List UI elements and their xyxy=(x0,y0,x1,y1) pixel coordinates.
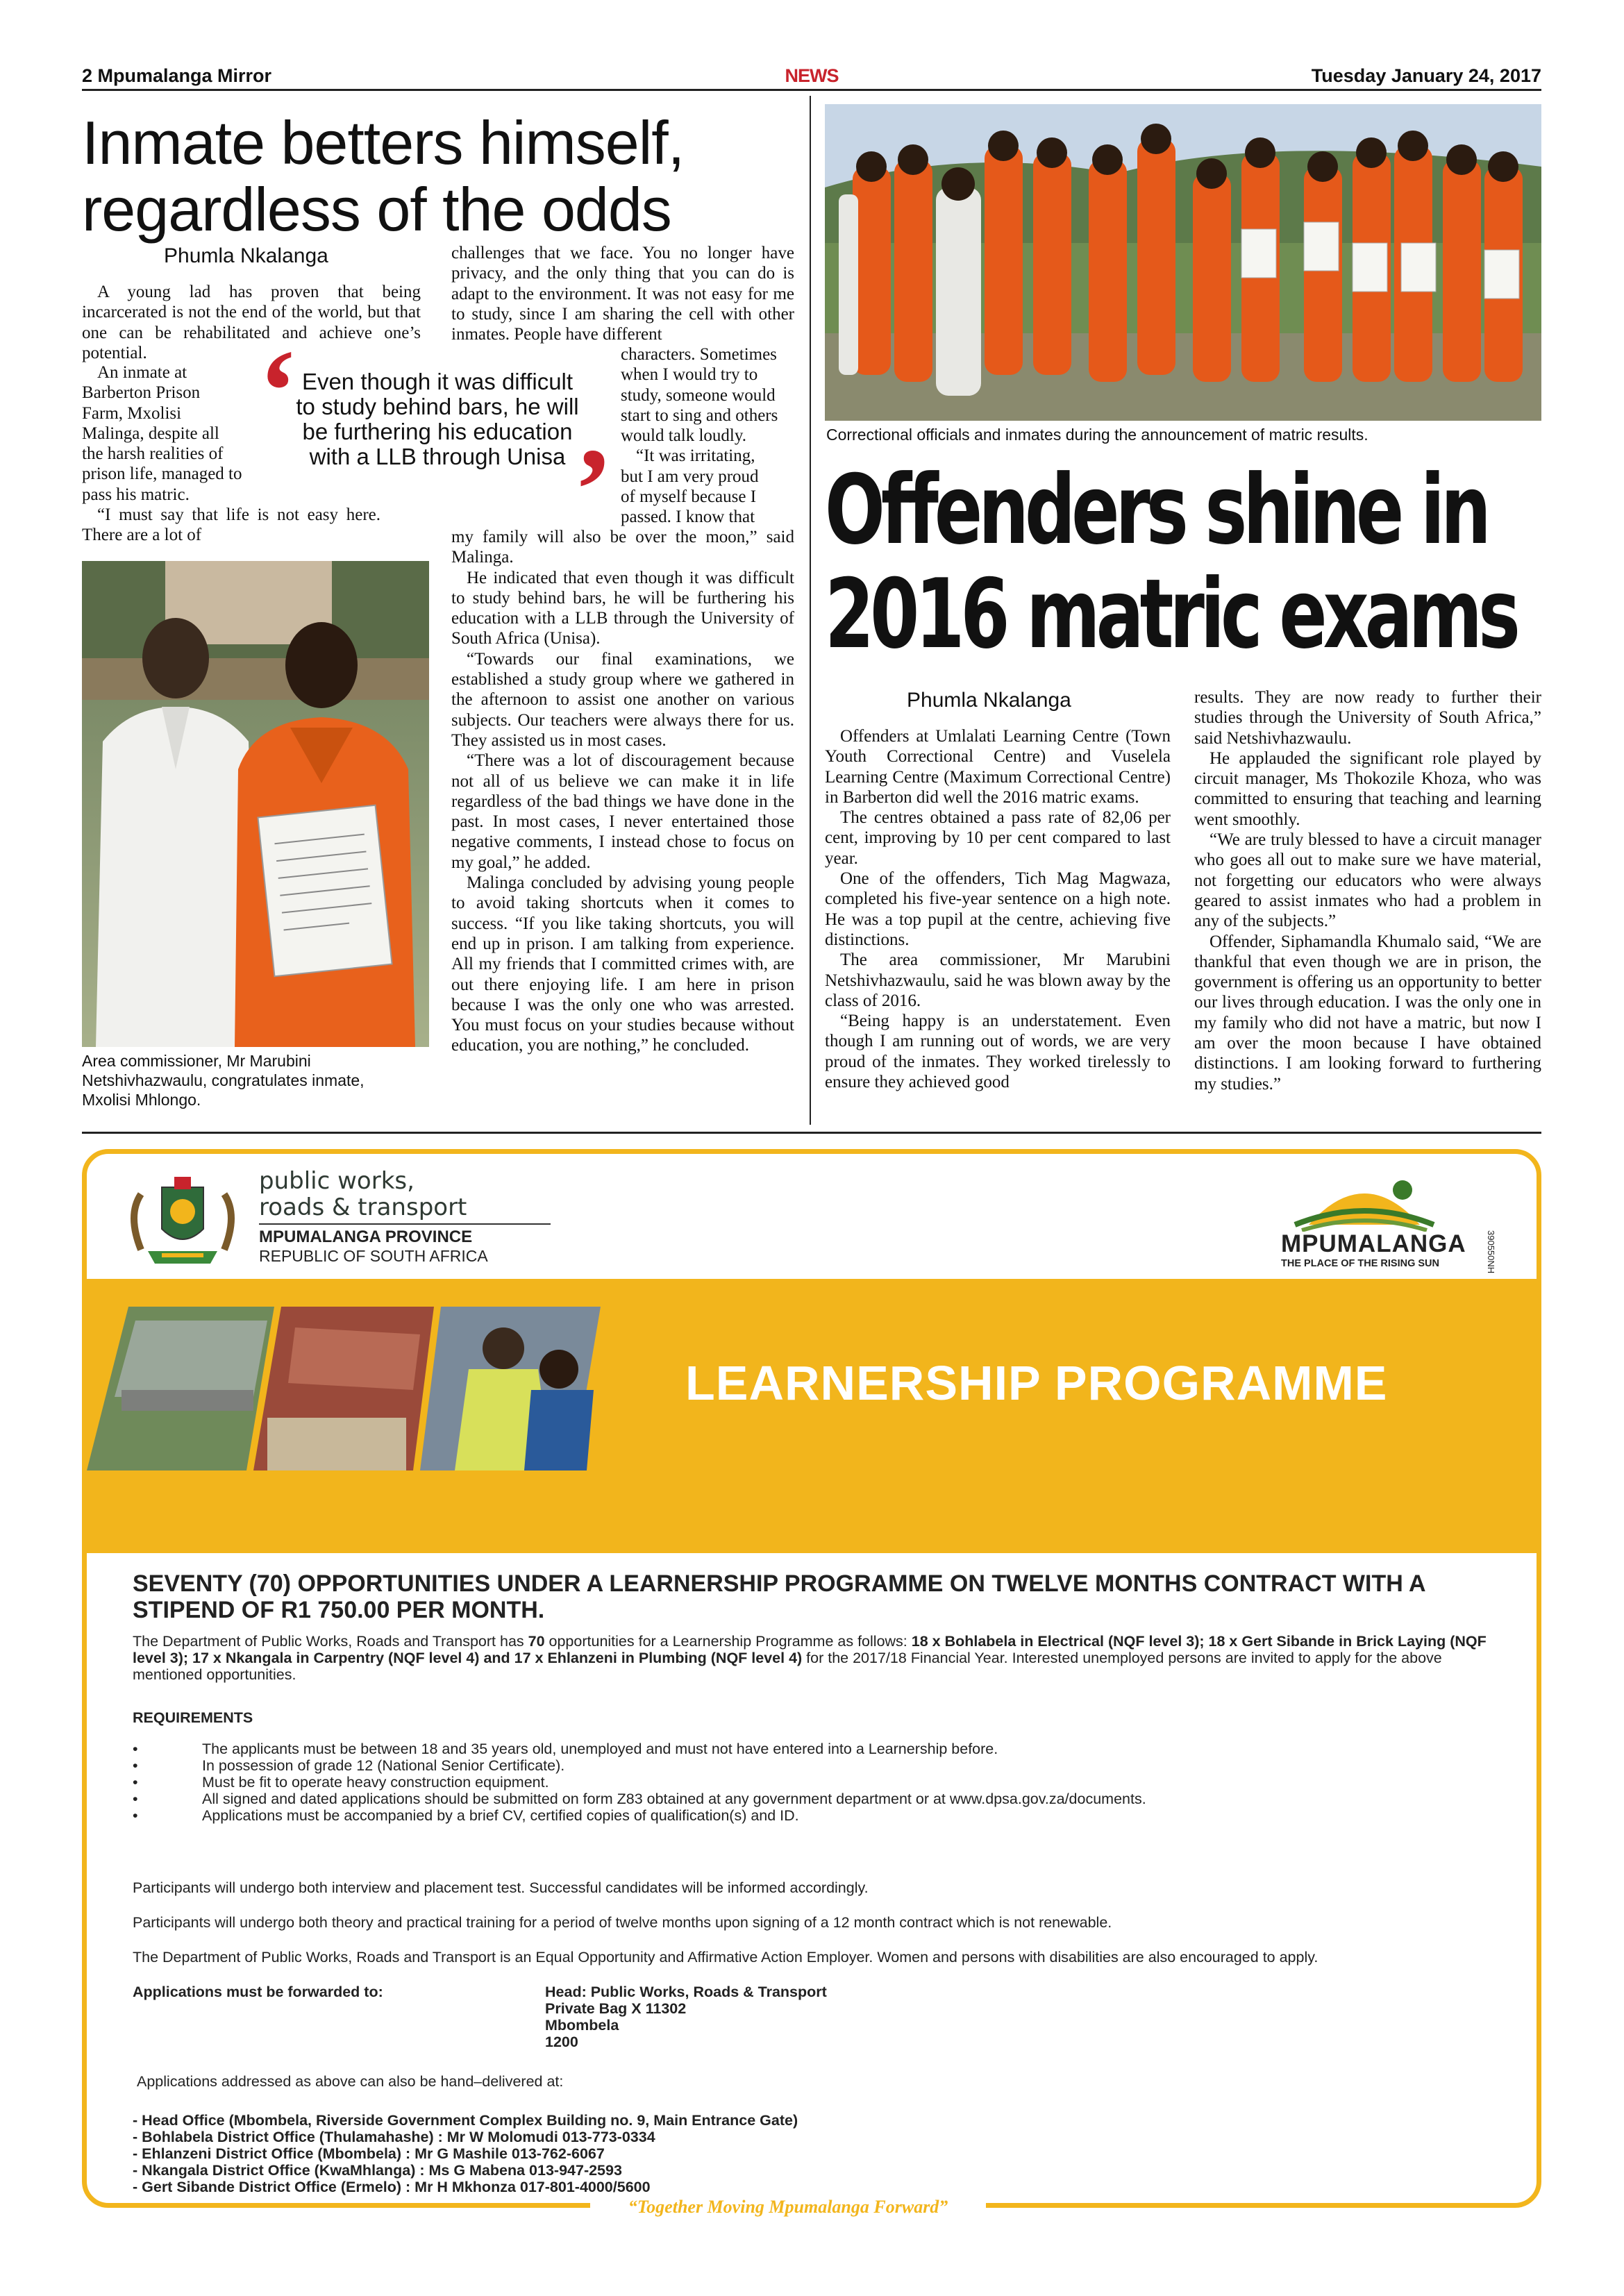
header-rule xyxy=(82,89,1541,91)
paragraph: “Towards our final examinations, we established a study group where we gathered in the afternoon to assist one another on various subjects. Our teachers were always there for us. They assisted us in most cases. xyxy=(451,649,794,750)
forward-label: Applications must be forwarded to: xyxy=(133,1984,383,2000)
article2-column1 xyxy=(825,726,1171,1092)
article1-byline: Phumla Nkalanga xyxy=(164,244,328,267)
brand-name: MPUMALANGA xyxy=(1281,1230,1466,1257)
bullet: • xyxy=(133,1757,138,1774)
ad-paragraph-equal-opportunity: The Department of Public Works, Roads and Transport is an Equal Opportunity and Affirmative Action Employer. Women and persons with disabilities are also encouraged to apply. xyxy=(133,1949,1319,1966)
bullet: • xyxy=(133,1774,138,1791)
requirements-list xyxy=(133,1741,1452,1824)
banner-title: LEARNERSHIP PROGRAMME xyxy=(685,1356,1388,1410)
paragraph: A young lad has proven that being incarcerated is not the end of the world, but that one can be rehabilitated and achieve one’s potential. xyxy=(82,283,421,362)
ad-intro xyxy=(133,1633,1493,1683)
article1-headline xyxy=(82,110,776,243)
paragraph: results. They are now ready to further their studies through the University of South Africa,” said Netshivhazwaulu. xyxy=(1194,688,1541,748)
address-line: Mbombela xyxy=(545,2017,619,2034)
banner-collage-image xyxy=(87,1307,628,1470)
paragraph: “There was a lot of discouragement because not all of us believe we can make it in life regardless of the bad things we have done in the past. In most cases, I never entertained those negative comments, I instead chose to focus on my goal,” he added. xyxy=(451,751,794,872)
intro-allocations: 18 x Bohlabela in Electrical (NQF level 3); 18 x Gert Sibande in Brick Laying (NQF level 3); 17 x Nkangala in Carpentry (NQF level 4) and 17 x Ehlanzeni in Plumbing (NQF level 4) xyxy=(133,1633,1487,1666)
learnership-banner xyxy=(87,1279,1537,1553)
office-line: - Gert Sibande District Office (Ermelo) : Mr H Mkhonza 017-801-4000/5600 xyxy=(133,2179,651,2195)
postal-address xyxy=(545,1984,827,2050)
text-line: Malinga, despite all xyxy=(82,424,219,443)
text-line: An inmate at xyxy=(97,363,187,382)
text-line: of myself because I xyxy=(621,487,757,507)
article2-column2 xyxy=(1194,687,1541,1094)
article1-column2-top xyxy=(451,243,794,344)
page-number-publication: 2 Mpumalanga Mirror xyxy=(82,65,272,86)
paragraph: He applauded the significant role played by circuit manager, Ms Thokozile Khoza, who was committed to ensuring that teaching and learning went smoothly. xyxy=(1194,748,1541,829)
article2-byline: Phumla Nkalanga xyxy=(907,689,1071,712)
text-line: would talk loudly. xyxy=(621,426,747,446)
requirement-text: Applications must be accompanied by a brief CV, certified copies of qualification(s) and ID. xyxy=(202,1807,799,1824)
hand-delivery-note: Applications addressed as above can also be hand–delivered at: xyxy=(137,2073,564,2090)
ad-reference-code: 390550NH xyxy=(1486,1230,1496,1274)
article1-column1 xyxy=(82,282,421,363)
intro-text: opportunities for a Learnership Programme as follows: xyxy=(544,1633,912,1650)
banner-photo-strip xyxy=(87,1307,628,1470)
requirements-title: REQUIREMENTS xyxy=(133,1709,253,1726)
intro-text: for the 2017/18 Financial Year. Interested unemployed persons are invited to apply for the above mentioned opportunities. xyxy=(133,1650,1442,1683)
article1-col1-end xyxy=(82,505,380,546)
paragraph: “I must say that life is not easy here. There are a lot of xyxy=(82,505,380,545)
text-line: study, someone would xyxy=(621,385,776,405)
ad-heading: SEVENTY (70) OPPORTUNITIES UNDER A LEARNERSHIP PROGRAMME ON TWELVE MONTHS CONTRACT WITH A STIPEND OF R1 750.00 PER MONTH. xyxy=(133,1570,1425,1623)
text-line: characters. Sometimes xyxy=(621,345,777,364)
requirement-item xyxy=(133,1741,1452,1757)
paragraph: The centres obtained a pass rate of 82,06 per cent, improving by 10 per cent compared to last year. xyxy=(825,808,1171,868)
text-line: pass his matric. xyxy=(82,485,190,504)
paragraph: The area commissioner, Mr Marubini Netshivhazwaulu, said he was blown away by the class of 2016. xyxy=(825,950,1171,1010)
district-offices xyxy=(133,2112,798,2195)
coat-of-arms-icon xyxy=(113,1173,252,1271)
paragraph: “We are truly blessed to have a circuit manager who goes all out to make sure we have material, not forgetting our educators who were always geared to assist inmates who had a problem in any of the subjects.” xyxy=(1194,830,1541,931)
requirement-text: The applicants must be between 18 and 35 years old, unemployed and must not have entered into a Learnership before. xyxy=(202,1741,998,1757)
office-line: - Ehlanzeni District Office (Mbombela) : Mr G Mashile 013-762-6067 xyxy=(133,2145,605,2162)
mpumalanga-brand-logo xyxy=(1281,1169,1466,1273)
paragraph: my family will also be over the moon,” said Malinga. xyxy=(451,528,794,567)
department-name xyxy=(259,1168,467,1221)
requirement-item xyxy=(133,1791,1452,1807)
photo-group-inmates xyxy=(825,104,1541,421)
learnership-advertisement xyxy=(82,1149,1541,2208)
requirement-text: Must be fit to operate heavy construction equipment. xyxy=(202,1774,549,1791)
office-line: - Head Office (Mbombela, Riverside Government Complex Building no. 9, Main Entrance Gate) xyxy=(133,2112,798,2129)
text-line: Farm, Mxolisi xyxy=(82,403,182,423)
headline-line: regardless of the odds xyxy=(82,175,671,244)
intro-text: The Department of Public Works, Roads and Transport has xyxy=(133,1633,528,1650)
office-line: - Bohlabela District Office (Thulamahashe) : Mr W Molomudi 013-773-0334 xyxy=(133,2129,655,2145)
address-line: 1200 xyxy=(545,2034,578,2050)
quote-close-mark: ’ xyxy=(574,424,613,555)
article2-photo xyxy=(825,104,1541,421)
brand-tagline: THE PLACE OF THE RISING SUN xyxy=(1281,1258,1439,1269)
article1-photo xyxy=(82,561,429,1047)
requirement-text: In possession of grade 12 (National Senior Certificate). xyxy=(202,1757,565,1774)
slogan-box xyxy=(590,2195,986,2219)
text-line: Barberton Prison xyxy=(82,383,201,403)
text-line: the harsh realities of xyxy=(82,444,224,464)
section-label: NEWS xyxy=(785,65,839,86)
article1-column2-wrap xyxy=(621,344,796,528)
text-line: passed. I know that xyxy=(621,508,755,527)
address-line: Head: Public Works, Roads & Transport xyxy=(545,1984,827,2000)
text-line: but I am very proud xyxy=(621,467,759,486)
office-line: - Nkangala District Office (KwaMhlanga) : Ms G Mabena 013-947-2593 xyxy=(133,2162,622,2179)
coat-of-arms-logo xyxy=(113,1173,252,1271)
text-line: prison life, managed to xyxy=(82,464,242,484)
slogan: “Together Moving Mpumalanga Forward” xyxy=(628,2197,948,2217)
paragraph: Malinga concluded by advising young people to avoid taking shortcuts when it comes to success. “If you like taking shortcuts, you will end up in prison. I am talking from experience. All my friends that I committed crimes with, are out there enjoying life. I am here in prison because I was the only one who was arrested. You must focus on your studies because without education, you are nothing,” he concluded. xyxy=(451,873,794,1055)
article2-headline xyxy=(825,454,1516,670)
quote-open-mark: ‘ xyxy=(258,326,298,456)
article1-column2-body xyxy=(451,527,794,1056)
headline-line: Offenders shine in xyxy=(825,454,1487,566)
address-line: Private Bag X 11302 xyxy=(545,2000,687,2017)
column-divider xyxy=(810,96,811,1125)
requirement-item xyxy=(133,1757,1452,1774)
department-line: roads & transport xyxy=(259,1193,467,1221)
article-bottom-rule xyxy=(82,1132,1541,1134)
page-header xyxy=(82,65,1541,89)
issue-date: Tuesday January 24, 2017 xyxy=(1311,65,1541,86)
ad-paragraph-interview: Participants will undergo both interview and placement test. Successful candidates will be informed accordingly. xyxy=(133,1879,869,1896)
paragraph: Offender, Siphamandla Khumalo said, “We are thankful that even though we are in prison, the government is offering us an opportunity to better our lives through education. I was the only one in my family who did not have a matric, but now I am over the moon because I have obtained distinctions. I am looking forward to furthering my studies.” xyxy=(1194,932,1541,1093)
text-line: “It was irritating, xyxy=(636,446,755,466)
paragraph: He indicated that even though it was difficult to study behind bars, he will be furthering his education with a LLB through the University of South Africa (Unisa). xyxy=(451,568,794,648)
department-rule xyxy=(259,1223,551,1225)
province-label: MPUMALANGA PROVINCE xyxy=(259,1227,473,1246)
paragraph: One of the offenders, Tich Mag Magwaza, completed his five-year sentence on a high note. He was a top pupil at the centre, achieving five distinctions. xyxy=(825,869,1171,949)
bullet: • xyxy=(133,1741,138,1757)
rising-sun-icon xyxy=(1281,1169,1448,1232)
photo-inmate-certificate xyxy=(82,561,429,1047)
article1-photo-caption: Area commissioner, Mr Marubini Netshivhazwaulu, congratulates inmate, Mxolisi Mhlongo. xyxy=(82,1052,365,1109)
bullet: • xyxy=(133,1807,138,1824)
requirement-item xyxy=(133,1807,1452,1824)
department-line: public works, xyxy=(259,1167,415,1195)
requirement-item xyxy=(133,1774,1452,1791)
bullet: • xyxy=(133,1791,138,1807)
headline-line: Inmate betters himself, xyxy=(82,108,685,177)
ad-paragraph-training: Participants will undergo both theory and practical training for a period of twelve months upon signing of a 12 month contract which is not renewable. xyxy=(133,1914,1112,1931)
intro-count: 70 xyxy=(528,1633,545,1650)
requirement-text: All signed and dated applications should be submitted on form Z83 obtained at any government department or at www.dpsa.gov.za/documents. xyxy=(202,1791,1146,1807)
text-line: start to sing and others xyxy=(621,405,778,425)
article2-photo-caption: Correctional officials and inmates during the announcement of matric results. xyxy=(826,426,1368,444)
republic-label: REPUBLIC OF SOUTH AFRICA xyxy=(259,1247,488,1265)
paragraph: Offenders at Umlalati Learning Centre (Town Youth Correctional Centre) and Vuselela Learning Centre (Maximum Correctional Centre) in Barberton did well the 2016 matric exams. xyxy=(825,727,1171,807)
paragraph: challenges that we face. You no longer have privacy, and the only thing that you can do is adapt to the environment. It was not easy for me to study, since I am sharing the cell with other inmates. People have different xyxy=(451,244,794,344)
pull-quote: Even though it was difficult to study behind bars, he will be furthering his education with a LLB through Unisa xyxy=(296,369,579,469)
headline-line: 2016 matric exams xyxy=(825,558,1516,670)
text-line: when I would try to xyxy=(621,365,758,385)
paragraph: “Being happy is an understatement. Even though I am running out of words, we are very proud of the inmates. They worked tirelessly to ensure they achieved good xyxy=(825,1012,1171,1092)
